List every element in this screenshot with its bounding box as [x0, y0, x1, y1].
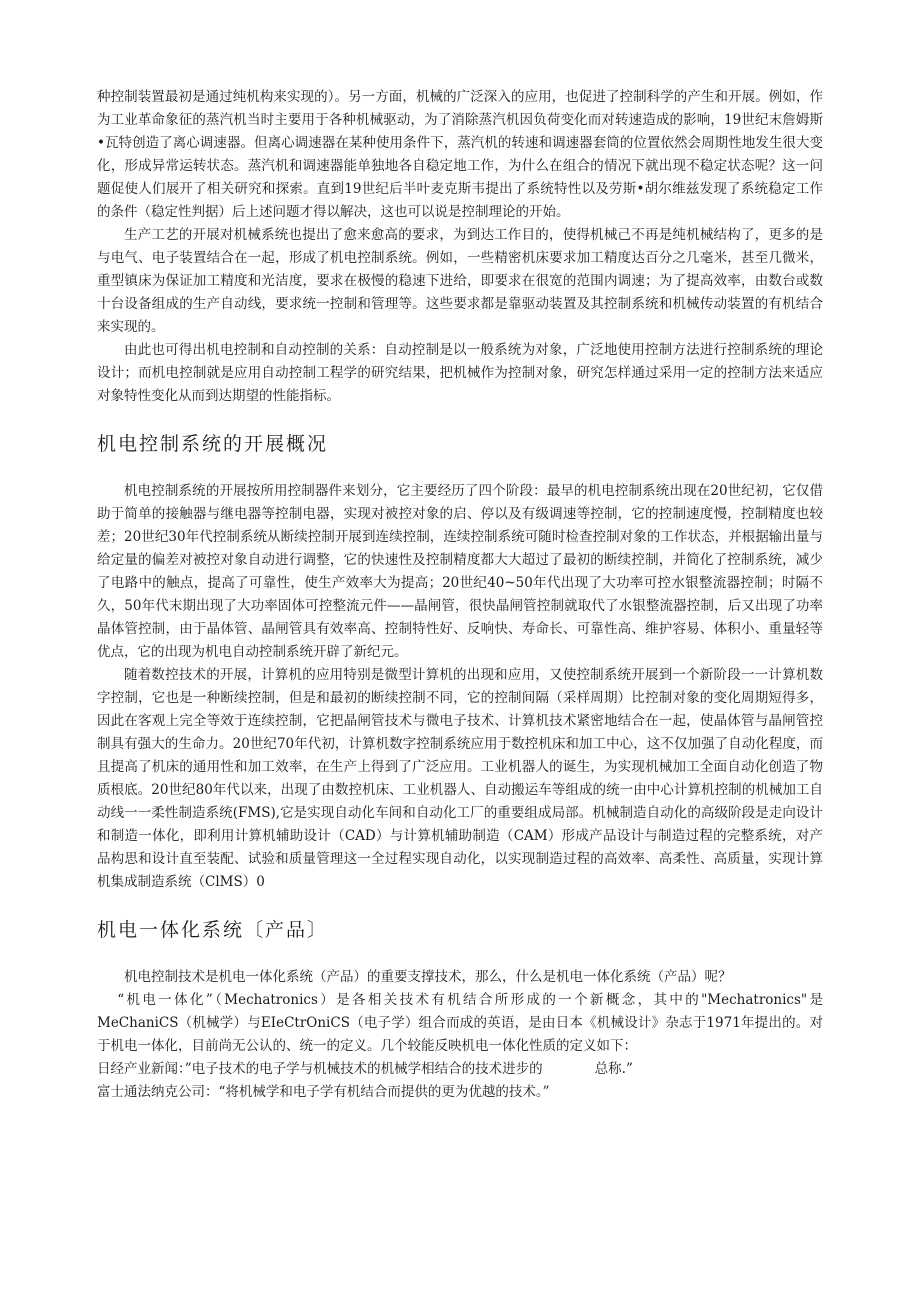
paragraph: “机电一体化”（Mechatronics）是各相关技术有机结合所形成的一个新概念，其中的"Mechatronics"是MeChaniCS（机械学）与EIeCtrOniCS（电子学）组合而成的英语，是由日本《机械设计》杂志于1971年提出的。对于机电一体化，目前尚无公认的、统一的定义。几个较能反映机电一体化性质的定义如下：	[97, 992, 823, 1054]
definition-text: 总称.”	[594, 1061, 633, 1077]
definition-line	[97, 1058, 823, 1081]
section-heading: 机电控制系统的开展概况	[97, 433, 329, 455]
paragraph: 随着数控技术的开展，计算机的应用特别是微型计算机的出现和应用，又使控制系统开展到一个新阶段一一计算机数字控制，它也是一种断续控制，但是和最初的断续控制不同，它的控制间隔（采样周期）比控制对象的变化周期短得多，因此在客观上完全等效于连续控制，它把晶闸管技术与微电子技术、计算机技术紧密地结合在一起，使晶体管与晶闸管控制具有强大的生命力。20世纪70年代初，计算机数字控制系统应用于数控机床和加工中心，这不仅加强了自动化程度，而且提高了机床的通用性和加工效率，在生产上得到了广泛应用。工业机器人的诞生，为实现机械加工全面自动化创造了物质根底。20世纪80年代以来，出现了由数控机床、工业机器人、自动搬运车等组成的统一由中心计算机控制的机械加工自动线一一柔性制造系统(FMS),它是实现自动化车间和自动化工厂的重要组成局部。机械制造自动化的高级阶段是走向设计和制造一体化，即利用计算机辅助设计（CAD）与计算机辅助制造（CAM）形成产品设计与制造过程的完整系统，对产品构思和设计直至装配、试验和质量管理这一全过程实现自动化，以实现制造过程的高效率、高柔性、高质量，实现计算机集成制造系统（ClMS）0	[97, 667, 823, 890]
paragraph: 由此也可得出机电控制和自动控制的关系：自动控制是以一般系统为对象，广泛地使用控制方法进行控制系统的理论设计；而机电控制就是应用自动控制工程学的研究结果，把机械作为控制对象，研究怎样通过采用一定的控制方法来适应对象特性变化从而到达期望的性能指标。	[97, 342, 823, 404]
definition-line: 富士通法纳克公司：“将机械学和电子学有机结合而提供的更为优越的技术。”	[97, 1084, 550, 1100]
paragraph: 种控制装置最初是通过纯机构来实现的）。另一方面，机械的广泛深入的应用，也促进了控制科学的产生和开展。例如，作为工业革命象征的蒸汽机当时主要用于各种机械驱动，为了消除蒸汽机因负荷变化而对转速造成的影响，19世纪末詹姆斯•瓦特创造了离心调速器。但离心调速器在某种使用条件下，蒸汽机的转速和调速器套筒的位置依然会周期性地发生很大变化，形成异常运转状态。蒸汽机和调速器能单独地各自稳定地工作，为什么在组合的情况下就出现不稳定状态呢？这一问题促使人们展开了相关研究和探索。直到19世纪后半叶麦克斯韦提出了系统特性以及劳斯•胡尔维兹发现了系统稳定工作的条件（稳定性判据）后上述问题才得以解决，这也可以说是控制理论的开始。	[97, 89, 823, 220]
paragraph: 生产工艺的开展对机械系统也提出了愈来愈高的要求，为到达工作目的，使得机械己不再是纯机械结构了，更多的是与电气、电子装置结合在一起，形成了机电控制系统。例如，一些精密机床要求加工精度达百分之几毫米，甚至几微米，重型镇床为保证加工精度和光洁度，要求在极慢的稳速下进给，即要求在很宽的范围内调速；为了提高效率，由数台或数十台设备组成的生产自动线，要求统一控制和管理等。这些要求都是靠驱动装置及其控制系统和机械传动装置的有机结合来实现的。	[97, 227, 823, 335]
section-heading: 机电一体化系统〔产品〕	[97, 919, 329, 941]
paragraph: 机电控制技术是机电一体化系统（产品）的重要支撑技术，那么，什么是机电一体化系统（产品）呢？	[124, 969, 732, 985]
definition-text: 日经产业新闻：”电子技术的电子学与机械技术的机械学相结合的技术进步的	[97, 1061, 543, 1077]
paragraph: 机电控制系统的开展按所用控制器件来划分，它主要经历了四个阶段：最早的机电控制系统出现在20世纪初，它仅借助于简单的接触器与继电器等控制电器，实现对被控对象的启、停以及有级调速等控制，它的控制速度慢，控制精度也较差；20世纪30年代控制系统从断续控制开展到连续控制，连续控制系统可随时检查控制对象的工作状态，并根据输出量与给定量的偏差对被控对象自动进行调整，它的快速性及控制精度都大大超过了最初的断续控制，并简化了控制系统，减少了电路中的触点，提高了可靠性，使生产效率大为提高；20世纪40~50年代出现了大功率可控水银整流器控制；时隔不久，50年代末期出现了大功率固体可控整流元件——晶闸管，很快晶闸管控制就取代了水银整流器控制，后又出现了功率晶体管控制，由于晶体管、晶闸管具有效率高、控制特性好、反响快、寿命长、可靠性高、维护容易、体积小、重量轻等优点，它的出现为机电自动控制系统开辟了新纪元。	[97, 483, 823, 660]
